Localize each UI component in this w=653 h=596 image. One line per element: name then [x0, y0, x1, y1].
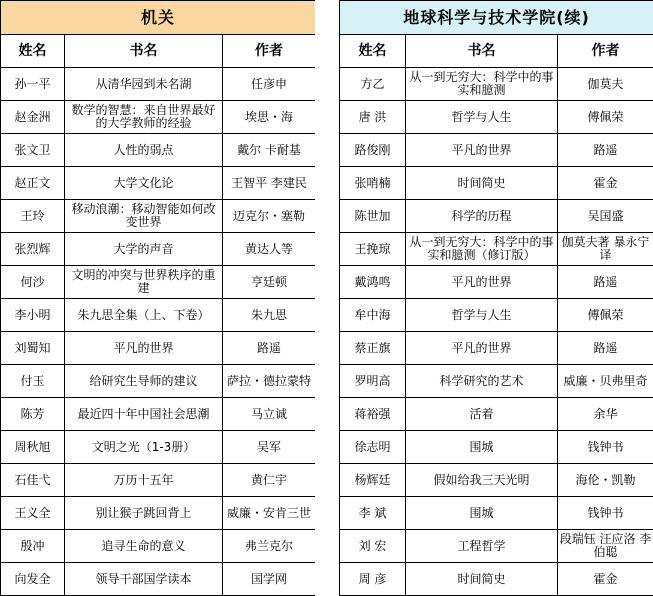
table-row: [1, 233, 316, 266]
cell-book: 朱九思全集（上、下卷）: [65, 299, 223, 332]
table-title: 机关: [1, 1, 316, 35]
cell-book: 最近四十年中国社会思潮: [65, 398, 223, 431]
cell-book: 工程哲学: [406, 530, 558, 563]
table-row: [1, 266, 316, 299]
cell-author: 路遥: [558, 134, 653, 167]
cell-author: 亨廷顿: [223, 266, 316, 299]
cell-book: 平凡的世界: [406, 134, 558, 167]
cell-name: 殷冲: [1, 530, 65, 563]
table-row: [340, 68, 653, 101]
cell-book: 文明之光（1-3册）: [65, 431, 223, 464]
table-row: [1, 299, 316, 332]
cell-book: 从一到无穷大：科学中的事实和臆测（修订版）: [406, 233, 558, 266]
cell-name: 张哨楠: [340, 167, 406, 200]
cell-name: 王玲: [1, 200, 65, 233]
table-row: [340, 464, 653, 497]
table-title: 地球科学与技术学院(续): [340, 1, 653, 35]
cell-name: 罗明高: [340, 365, 406, 398]
cell-name: 刘蜀知: [1, 332, 65, 365]
cell-book: 时间简史: [406, 563, 558, 596]
cell-author: 钱钟书: [558, 431, 653, 464]
cell-author: 黄仁宇: [223, 464, 316, 497]
cell-book: 平凡的世界: [406, 266, 558, 299]
cell-book: 大学文化论: [65, 167, 223, 200]
cell-name: 赵金洲: [1, 101, 65, 134]
table-row: [340, 497, 653, 530]
table-row: [1, 365, 316, 398]
cell-name: 刘 宏: [340, 530, 406, 563]
cell-author: 戴尔 卡耐基: [223, 134, 316, 167]
cell-name: 何沙: [1, 266, 65, 299]
cell-author: 吴国盛: [558, 200, 653, 233]
cell-book: 科学的历程: [406, 200, 558, 233]
cell-author: 路遥: [223, 332, 316, 365]
cell-book: 从清华园到未名湖: [65, 68, 223, 101]
header-author: 作者: [558, 35, 653, 68]
cell-book: 给研究生导师的建议: [65, 365, 223, 398]
cell-author: 埃思・海: [223, 101, 316, 134]
table-title-row: [1, 1, 316, 35]
header-name: 姓名: [1, 35, 65, 68]
table-row: [340, 167, 653, 200]
table-body: [340, 68, 653, 596]
cell-author: 傅佩荣: [558, 299, 653, 332]
cell-name: 路俊刚: [340, 134, 406, 167]
cell-author: 路遥: [558, 266, 653, 299]
cell-author: 黄达人等: [223, 233, 316, 266]
left-sheet: [0, 0, 315, 596]
cell-name: 方乙: [340, 68, 406, 101]
cell-book: 别让猴子跳回背上: [65, 497, 223, 530]
table-row: [340, 134, 653, 167]
cell-author: 朱九思: [223, 299, 316, 332]
cell-book: 平凡的世界: [406, 332, 558, 365]
cell-book: 数学的智慧：来自世界最好的大学教师的经验: [65, 101, 223, 134]
table-body: [1, 68, 316, 596]
cell-name: 周秋旭: [1, 431, 65, 464]
cell-name: 陈芳: [1, 398, 65, 431]
cell-author: 霍金: [558, 563, 653, 596]
cell-book: 大学的声音: [65, 233, 223, 266]
cell-book: 移动浪潮：移动智能如何改变世界: [65, 200, 223, 233]
cell-book: 平凡的世界: [65, 332, 223, 365]
cell-name: 徐志明: [340, 431, 406, 464]
table-title-row: [340, 1, 653, 35]
cell-book: 文明的冲突与世界秩序的重建: [65, 266, 223, 299]
header-name: 姓名: [340, 35, 406, 68]
cell-name: 石佳弋: [1, 464, 65, 497]
cell-book: 活着: [406, 398, 558, 431]
cell-name: 王挽琼: [340, 233, 406, 266]
cell-author: 伽莫夫著 暴永宁译: [558, 233, 653, 266]
cell-author: 段瑞钰 汪应洛 李伯聪: [558, 530, 653, 563]
table-row: [1, 563, 316, 596]
table-row: [340, 101, 653, 134]
table-row: [340, 233, 653, 266]
table-row: [340, 299, 653, 332]
cell-book: 哲学与人生: [406, 299, 558, 332]
cell-book: 时间简史: [406, 167, 558, 200]
table-row: [1, 200, 316, 233]
cell-book: 围城: [406, 497, 558, 530]
cell-author: 路遥: [558, 332, 653, 365]
table-row: [340, 266, 653, 299]
header-book: 书名: [406, 35, 558, 68]
cell-name: 牟中海: [340, 299, 406, 332]
cell-book: 万历十五年: [65, 464, 223, 497]
cell-book: 围城: [406, 431, 558, 464]
table-row: [340, 398, 653, 431]
cell-name: 陈世加: [340, 200, 406, 233]
cell-name: 李小明: [1, 299, 65, 332]
column-gap: [315, 0, 339, 596]
table-row: [340, 365, 653, 398]
table-row: [1, 431, 316, 464]
staff-reading-table: [0, 0, 316, 596]
cell-book: 从一到无穷大：科学中的事实和臆测: [406, 68, 558, 101]
cell-author: 傅佩荣: [558, 101, 653, 134]
cell-name: 蔡正旗: [340, 332, 406, 365]
header-row: [340, 35, 653, 68]
cell-author: 钱钟书: [558, 497, 653, 530]
cell-name: 唐 洪: [340, 101, 406, 134]
table-row: [1, 101, 316, 134]
table-row: [1, 134, 316, 167]
cell-name: 李 斌: [340, 497, 406, 530]
cell-name: 孙一平: [1, 68, 65, 101]
table-row: [1, 464, 316, 497]
table-row: [1, 398, 316, 431]
cell-author: 威廉・安肯三世: [223, 497, 316, 530]
header-author: 作者: [223, 35, 316, 68]
cell-author: 吴军: [223, 431, 316, 464]
cell-author: 伽莫夫: [558, 68, 653, 101]
cell-book: 哲学与人生: [406, 101, 558, 134]
cell-author: 迈克尔・塞勒: [223, 200, 316, 233]
cell-author: 海伦・凯勒: [558, 464, 653, 497]
cell-author: 萨拉・德拉蒙特: [223, 365, 316, 398]
cell-name: 蒋裕强: [340, 398, 406, 431]
cell-name: 杨辉廷: [340, 464, 406, 497]
table-row: [340, 431, 653, 464]
cell-name: 向发全: [1, 563, 65, 596]
table-row: [340, 332, 653, 365]
cell-book: 科学研究的艺术: [406, 365, 558, 398]
table-row: [1, 530, 316, 563]
cell-author: 王智平 李建民: [223, 167, 316, 200]
cell-book: 领导干部国学读本: [65, 563, 223, 596]
table-row: [340, 563, 653, 596]
header-book: 书名: [65, 35, 223, 68]
cell-name: 张烈辉: [1, 233, 65, 266]
cell-book: 人性的弱点: [65, 134, 223, 167]
table-row: [340, 530, 653, 563]
table-row: [1, 497, 316, 530]
table-row: [1, 167, 316, 200]
cell-name: 戴鸿鸣: [340, 266, 406, 299]
cell-author: 余华: [558, 398, 653, 431]
cell-name: 张文卫: [1, 134, 65, 167]
right-sheet: [339, 0, 653, 596]
cell-author: 任彦申: [223, 68, 316, 101]
earth-science-reading-table: [339, 0, 653, 596]
cell-book: 追寻生命的意义: [65, 530, 223, 563]
cell-author: 马立诚: [223, 398, 316, 431]
cell-author: 国学网: [223, 563, 316, 596]
cell-author: 弗兰克尔: [223, 530, 316, 563]
cell-name: 付玉: [1, 365, 65, 398]
cell-name: 赵正文: [1, 167, 65, 200]
cell-author: 霍金: [558, 167, 653, 200]
table-row: [1, 332, 316, 365]
header-row: [1, 35, 316, 68]
cell-name: 周 彦: [340, 563, 406, 596]
table-row: [1, 68, 316, 101]
cell-author: 威廉・贝弗里奇: [558, 365, 653, 398]
cell-name: 王义全: [1, 497, 65, 530]
cell-book: 假如给我三天光明: [406, 464, 558, 497]
table-row: [340, 200, 653, 233]
